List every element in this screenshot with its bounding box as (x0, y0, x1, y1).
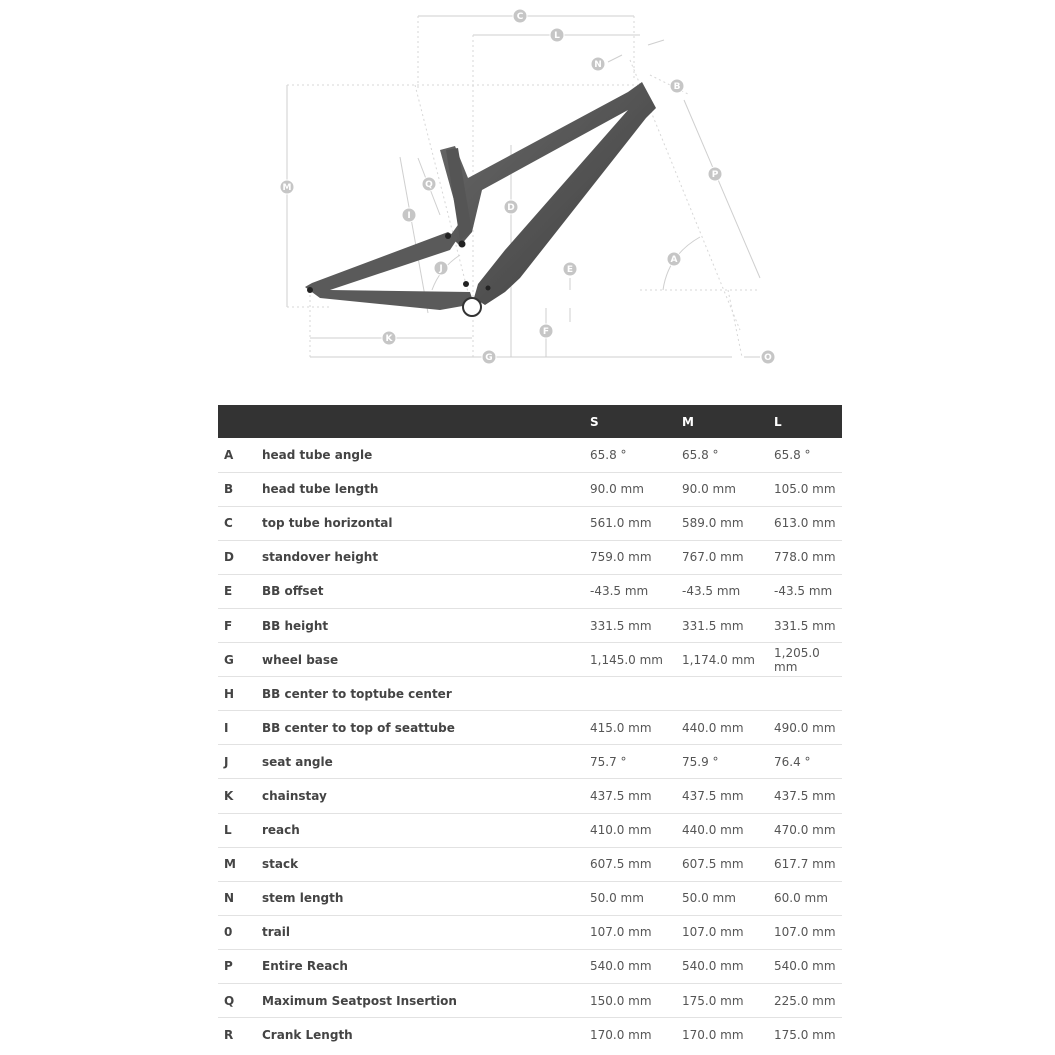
dimension-badges (280, 9, 775, 364)
svg-text:N: N (594, 60, 602, 70)
row-value-l: 65.8 ° (774, 438, 842, 472)
row-value-s: 437.5 mm (590, 779, 682, 813)
dimension-lines (287, 16, 760, 360)
svg-text:G: G (485, 353, 493, 363)
row-letter: B (218, 472, 262, 506)
badge-q (422, 177, 436, 191)
row-value-s: 540.0 mm (590, 949, 682, 983)
table-row (218, 608, 842, 642)
row-value-s: 415.0 mm (590, 711, 682, 745)
table-row (218, 574, 842, 608)
table-row (218, 745, 842, 779)
badge-m (280, 180, 294, 194)
svg-text:I: I (407, 211, 411, 221)
row-measurement-name: BB center to top of seattube (262, 711, 590, 745)
badge-n (591, 57, 605, 71)
table-row (218, 847, 842, 881)
row-letter: E (218, 574, 262, 608)
row-value-l: 470.0 mm (774, 813, 842, 847)
row-letter: Q (218, 984, 262, 1018)
row-value-l (774, 677, 842, 711)
bike-frame (305, 82, 656, 316)
row-value-s (590, 677, 682, 711)
row-letter: D (218, 540, 262, 574)
row-measurement-name: Crank Length (262, 1027, 353, 1042)
table-row (218, 949, 842, 983)
row-value-s: 50.0 mm (590, 881, 682, 915)
table-row (218, 677, 842, 711)
row-value-l: 490.0 mm (774, 711, 842, 745)
row-letter: J (218, 745, 262, 779)
row-letter: 0 (218, 915, 262, 949)
row-value-m: -43.5 mm (682, 574, 774, 608)
svg-text:J: J (439, 264, 443, 274)
row-value-s: 107.0 mm (590, 915, 682, 949)
row-value-m: 50.0 mm (682, 881, 774, 915)
row-value-m: 90.0 mm (682, 472, 774, 506)
row-value-s: 561.0 mm (590, 506, 682, 540)
row-letter: N (218, 881, 262, 915)
row-letter: R (224, 1027, 234, 1042)
row-letter: H (218, 677, 262, 711)
row-value-s: 75.7 ° (590, 745, 682, 779)
row-measurement-name: Maximum Seatpost Insertion (262, 984, 590, 1018)
row-value-s: 1,145.0 mm (590, 643, 682, 677)
row-value-m (682, 677, 774, 711)
row-value-m: 540.0 mm (682, 949, 774, 983)
geometry-table (218, 405, 842, 1052)
svg-text:A: A (670, 255, 678, 265)
row-value-s: 90.0 mm (590, 472, 682, 506)
row-value-l: 613.0 mm (774, 506, 842, 540)
row-value-l: 437.5 mm (774, 779, 842, 813)
row-measurement-name: BB height (262, 608, 590, 642)
table-row (218, 915, 842, 949)
row-value-m: 767.0 mm (682, 540, 774, 574)
row-measurement-name: stack (262, 847, 590, 881)
badge-j (434, 261, 448, 275)
badge-o (761, 350, 775, 364)
row-letter: A (218, 438, 262, 472)
header-letter (218, 405, 262, 438)
row-value-m: 175.0 mm (682, 984, 774, 1018)
badge-a (667, 252, 681, 266)
svg-text:M: M (282, 183, 292, 193)
row-value-l: 107.0 mm (774, 915, 842, 949)
geometry-table-body (218, 438, 842, 1052)
row-value-s: 410.0 mm (590, 813, 682, 847)
row-letter: M (218, 847, 262, 881)
row-measurement-name: stem length (262, 881, 590, 915)
row-letter: L (218, 813, 262, 847)
badge-l (550, 28, 564, 42)
table-row (218, 506, 842, 540)
row-value-l: 617.7 mm (774, 847, 842, 881)
row-value-m: 331.5 mm (682, 608, 774, 642)
badge-e (563, 262, 577, 276)
badge-d (504, 200, 518, 214)
row-measurement-name: wheel base (262, 643, 590, 677)
header-size-m: M (682, 414, 694, 429)
badge-g (482, 350, 496, 364)
row-measurement-name: trail (262, 915, 590, 949)
row-value-m: 437.5 mm (682, 779, 774, 813)
badge-c (513, 9, 527, 23)
row-value-m: 75.9 ° (682, 745, 774, 779)
svg-text:P: P (711, 170, 719, 180)
badge-i (402, 208, 416, 222)
row-value-s: -43.5 mm (590, 574, 682, 608)
row-value-s: 331.5 mm (590, 608, 682, 642)
row-letter: K (218, 779, 262, 813)
header-name (262, 405, 590, 438)
row-measurement-name: seat angle (262, 745, 590, 779)
header-row (218, 405, 842, 438)
svg-text:F: F (542, 327, 550, 337)
geometry-table-header (218, 405, 842, 438)
row-letter: G (218, 643, 262, 677)
row-measurement-name: Entire Reach (262, 949, 590, 983)
row-value-l: 105.0 mm (774, 472, 842, 506)
row-measurement-name: top tube horizontal (262, 506, 590, 540)
row-letter: F (218, 608, 262, 642)
row-measurement-name: reach (262, 813, 590, 847)
badge-b (670, 79, 684, 93)
row-value-l: -43.5 mm (774, 574, 842, 608)
table-row (218, 438, 842, 472)
svg-text:Q: Q (425, 180, 433, 190)
row-value-s: 150.0 mm (590, 984, 682, 1018)
row-value-m: 607.5 mm (682, 847, 774, 881)
badge-f (539, 324, 553, 338)
row-value-l: 331.5 mm (774, 608, 842, 642)
row-letter: I (218, 711, 262, 745)
row-value-m: 1,174.0 mm (682, 643, 774, 677)
svg-text:O: O (764, 353, 772, 363)
row-value-l: 1,205.0 mm (774, 643, 842, 677)
table-row (218, 643, 842, 677)
svg-text:E: E (566, 265, 574, 275)
row-measurement-name: BB offset (262, 574, 590, 608)
table-row (218, 1018, 842, 1052)
row-letter: P (218, 949, 262, 983)
row-measurement-name: standover height (262, 540, 590, 574)
row-measurement-name: head tube angle (262, 438, 590, 472)
row-value-m: 107.0 mm (682, 915, 774, 949)
badge-p (708, 167, 722, 181)
header-size-l: L (774, 414, 782, 429)
row-value-s: 170.0 mm (590, 1027, 652, 1042)
row-value-l: 225.0 mm (774, 984, 842, 1018)
row-measurement-name: head tube length (262, 472, 590, 506)
header-size-s: S (590, 414, 599, 429)
row-value-m: 440.0 mm (682, 711, 774, 745)
svg-text:D: D (507, 203, 515, 213)
frame-geometry-diagram (0, 0, 1055, 375)
badge-k (382, 331, 396, 345)
row-measurement-name: BB center to toptube center (262, 677, 590, 711)
table-row (218, 540, 842, 574)
svg-text:C: C (516, 12, 524, 22)
row-value-m: 65.8 ° (682, 438, 774, 472)
table-row (218, 813, 842, 847)
row-value-s: 759.0 mm (590, 540, 682, 574)
table-row (218, 711, 842, 745)
table-row (218, 779, 842, 813)
table-row (218, 881, 842, 915)
row-value-l: 60.0 mm (774, 881, 842, 915)
row-value-l: 76.4 ° (774, 745, 842, 779)
table-row (218, 472, 842, 506)
row-value-m: 589.0 mm (682, 506, 774, 540)
row-letter: C (218, 506, 262, 540)
row-measurement-name: chainstay (262, 779, 590, 813)
row-value-s: 65.8 ° (590, 438, 682, 472)
row-value-s: 607.5 mm (590, 847, 682, 881)
row-value-l: 540.0 mm (774, 949, 842, 983)
svg-text:K: K (385, 334, 393, 344)
svg-text:B: B (673, 82, 681, 92)
row-value-l: 778.0 mm (774, 540, 842, 574)
row-value-l: 175.0 mm (774, 1027, 836, 1042)
svg-text:L: L (554, 31, 560, 41)
table-row (218, 984, 842, 1018)
row-value-m: 440.0 mm (682, 813, 774, 847)
row-value-m: 170.0 mm (682, 1027, 744, 1042)
